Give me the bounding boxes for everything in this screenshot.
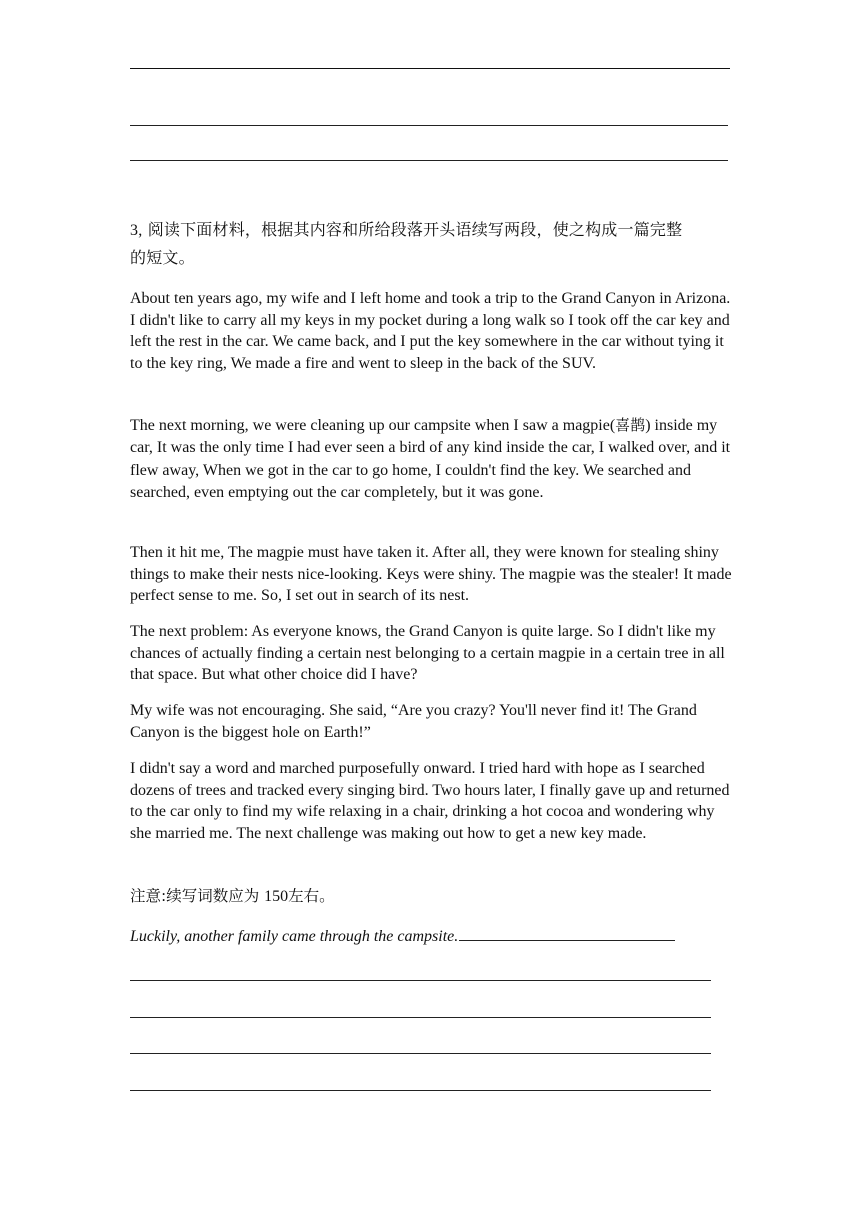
passage-paragraph-4: The next problem: As everyone knows, the Grand Canyon is quite large. So I didn't like my chances of actually finding a certain nest belonging to a certain magpie in a certain tree in all that space. But what other choice did I have? [130,623,725,684]
instruction-text-line2: 的短文。 [130,248,195,267]
instruction-text-line1: 阅读下面材料，根据其内容和所给段落开头语续写两段，使之构成一篇完整 [147,220,683,239]
note-suffix: 左右。 [288,887,335,905]
answer-line [130,125,728,126]
passage-paragraph-1: About ten years ago, my wife and I left home and took a trip to the Grand Canyon in Arizona. I didn't like to carry all my keys in my pocket during a long walk so I took off the car key and left the rest in the car. We came back, and I put the key somewhere in the car without tying it to the key ring, We made a fire and went to sleep in the back of the SUV. [130,290,731,373]
writing-line[interactable] [130,1017,711,1018]
passage-paragraph-2 [130,414,732,504]
note-word-count: 150 [264,888,289,905]
paragraph-2-end: ) inside my car, It was the only time I had ever seen a bird of any kind inside the car, I walked over, and it flew away, When we got in the car to go home, I couldn't find the key. We searched and searched, even emptying out the car completely, but it was gone. [130,417,731,501]
passage-paragraph-6: I didn't say a word and marched purposefully onward. I tried hard with hope as I searched dozens of trees and tracked every singing bird. Two hours later, I finally gave up and returned to the car only to find my wife relaxing in a chair, drinking a hot cocoa and wondering why she married me. The next challenge was making out how to get a new key made. [130,760,730,843]
passage-paragraph-5: My wife was not encouraging. She said, “Are you crazy? You'll never find it! The Grand Canyon is the biggest hole on Earth!” [130,702,697,741]
passage-paragraph-3: Then it hit me, The magpie must have taken it. After all, they were known for stealing shiny things to make their nests nice-looking. Keys were shiny. The magpie was the stealer! It made perfect sense to me. So, I set out in search of its nest. [130,544,732,605]
continuation-prompt [130,926,675,948]
answer-line [130,160,728,161]
prompt-blank-line[interactable] [459,926,675,941]
question-instruction [130,216,730,271]
word-count-note [130,885,335,908]
answer-line-top [130,68,730,69]
prompt-opening-sentence: Luckily, another family came through the campsite. [130,928,459,945]
writing-line[interactable] [130,1053,711,1054]
writing-line[interactable] [130,1090,711,1091]
note-prefix: 注意:续写词数应为 [130,887,260,905]
writing-line[interactable] [130,980,711,981]
magpie-chinese-gloss: 喜鹊 [615,416,646,434]
paragraph-2-start: The next morning, we were cleaning up our campsite when I saw a magpie( [130,417,616,434]
question-number: 3, [130,222,143,239]
